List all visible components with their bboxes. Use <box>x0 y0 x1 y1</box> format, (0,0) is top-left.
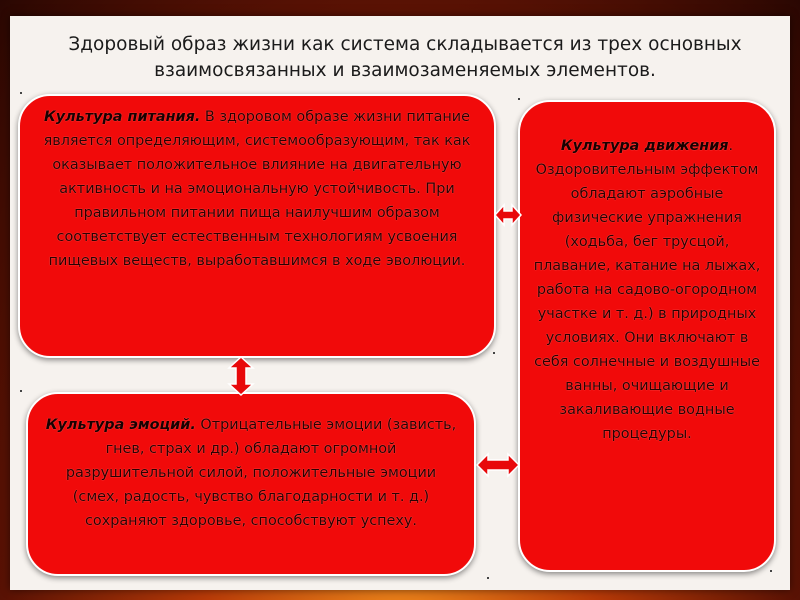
decor-dot <box>20 390 22 392</box>
movement-heading-dot: . <box>728 138 734 154</box>
decor-dot <box>770 570 772 572</box>
emotions-heading: Культура эмоций. <box>45 417 196 433</box>
nutrition-card <box>18 94 496 358</box>
movement-heading: Культура движения <box>560 138 729 154</box>
horizontal-double-arrow-icon <box>494 203 522 227</box>
vertical-double-arrow-icon <box>226 356 256 396</box>
emotions-text: Отрицательные эмоции (зависть, гнев, страх и др.) обладают огромной разрушительной силой, положительные эмоции (смех, радость, чувство благодарности и т. д.) сохраняют здоровье, способствуют успеху. <box>65 417 457 529</box>
nutrition-text: В здоровом образе жизни питание является определяющим, системообразующим, так как оказывает положительное влияние на двигательную активность и на эмоциональную устойчивость. При правильном питании пища наилучшим образом соответствует естественным технологиям усвоения пищевых веществ, выработавшимся в ходе эволюции. <box>43 109 471 269</box>
movement-card <box>518 100 776 572</box>
decor-dot <box>493 352 495 354</box>
decor-dot <box>20 92 22 94</box>
emotions-card <box>26 392 476 576</box>
decor-dot <box>487 577 489 579</box>
slide-title: Здоровый образ жизни как система складывается из трех основных взаимосвязанных и взаимозаменяемых элементов. <box>68 34 742 81</box>
decor-dot <box>518 98 520 100</box>
movement-text: Оздоровительным эффектом обладают аэробные физические упражнения (ходьба, бег трусцой, плавание, катание на лыжах, работа на садово-огородном участке и т. д.) в природных условиях. Они включают в себя солнечные и воздушные ванны, очищающие и закаливающие водные процедуры. <box>533 162 761 442</box>
horizontal-double-arrow-icon <box>476 452 520 478</box>
nutrition-heading: Культура питания. <box>43 109 201 125</box>
